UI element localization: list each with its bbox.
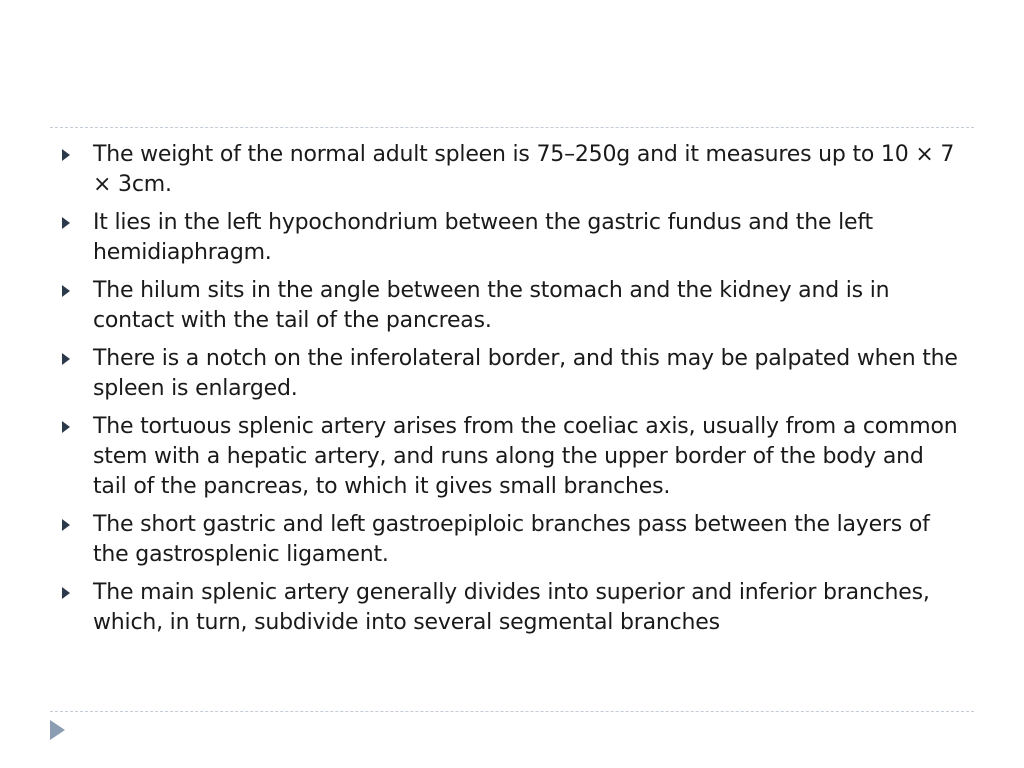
bullet-text: The tortuous splenic artery arises from the coeliac axis, usually from a common stem with a hepatic artery, and runs along the upper border of the body and tail of the pancreas, to which it gives small branches. (93, 414, 958, 499)
triangle-right-icon (62, 285, 70, 297)
top-divider (50, 127, 974, 128)
bullet-item (62, 208, 962, 268)
bullet-text: It lies in the left hypochondrium between the gastric fundus and the left hemidiaphragm. (93, 210, 873, 265)
triangle-right-icon (62, 421, 70, 433)
bullet-text: There is a notch on the inferolateral border, and this may be palpated when the spleen is enlarged. (93, 346, 958, 401)
bullet-text: The main splenic artery generally divides into superior and inferior branches, which, in turn, subdivide into several segmental branches (93, 580, 930, 635)
bullet-text: The short gastric and left gastroepiploic branches pass between the layers of the gastrosplenic ligament. (93, 512, 930, 567)
bottom-divider (50, 711, 974, 712)
triangle-right-icon (62, 587, 70, 599)
bullet-text: The hilum sits in the angle between the stomach and the kidney and is in contact with the tail of the pancreas. (93, 278, 890, 333)
bullet-item (62, 578, 962, 638)
bullet-item (62, 344, 962, 404)
triangle-right-icon (62, 353, 70, 365)
play-arrow-icon[interactable] (50, 720, 65, 740)
bullet-item (62, 276, 962, 336)
triangle-right-icon (62, 519, 70, 531)
bullet-text: The weight of the normal adult spleen is 75–250g and it measures up to 10 × 7 × 3cm. (93, 142, 955, 197)
bullet-list (62, 140, 962, 646)
bullet-item (62, 412, 962, 502)
bullet-item (62, 140, 962, 200)
triangle-right-icon (62, 217, 70, 229)
bullet-item (62, 510, 962, 570)
triangle-right-icon (62, 149, 70, 161)
